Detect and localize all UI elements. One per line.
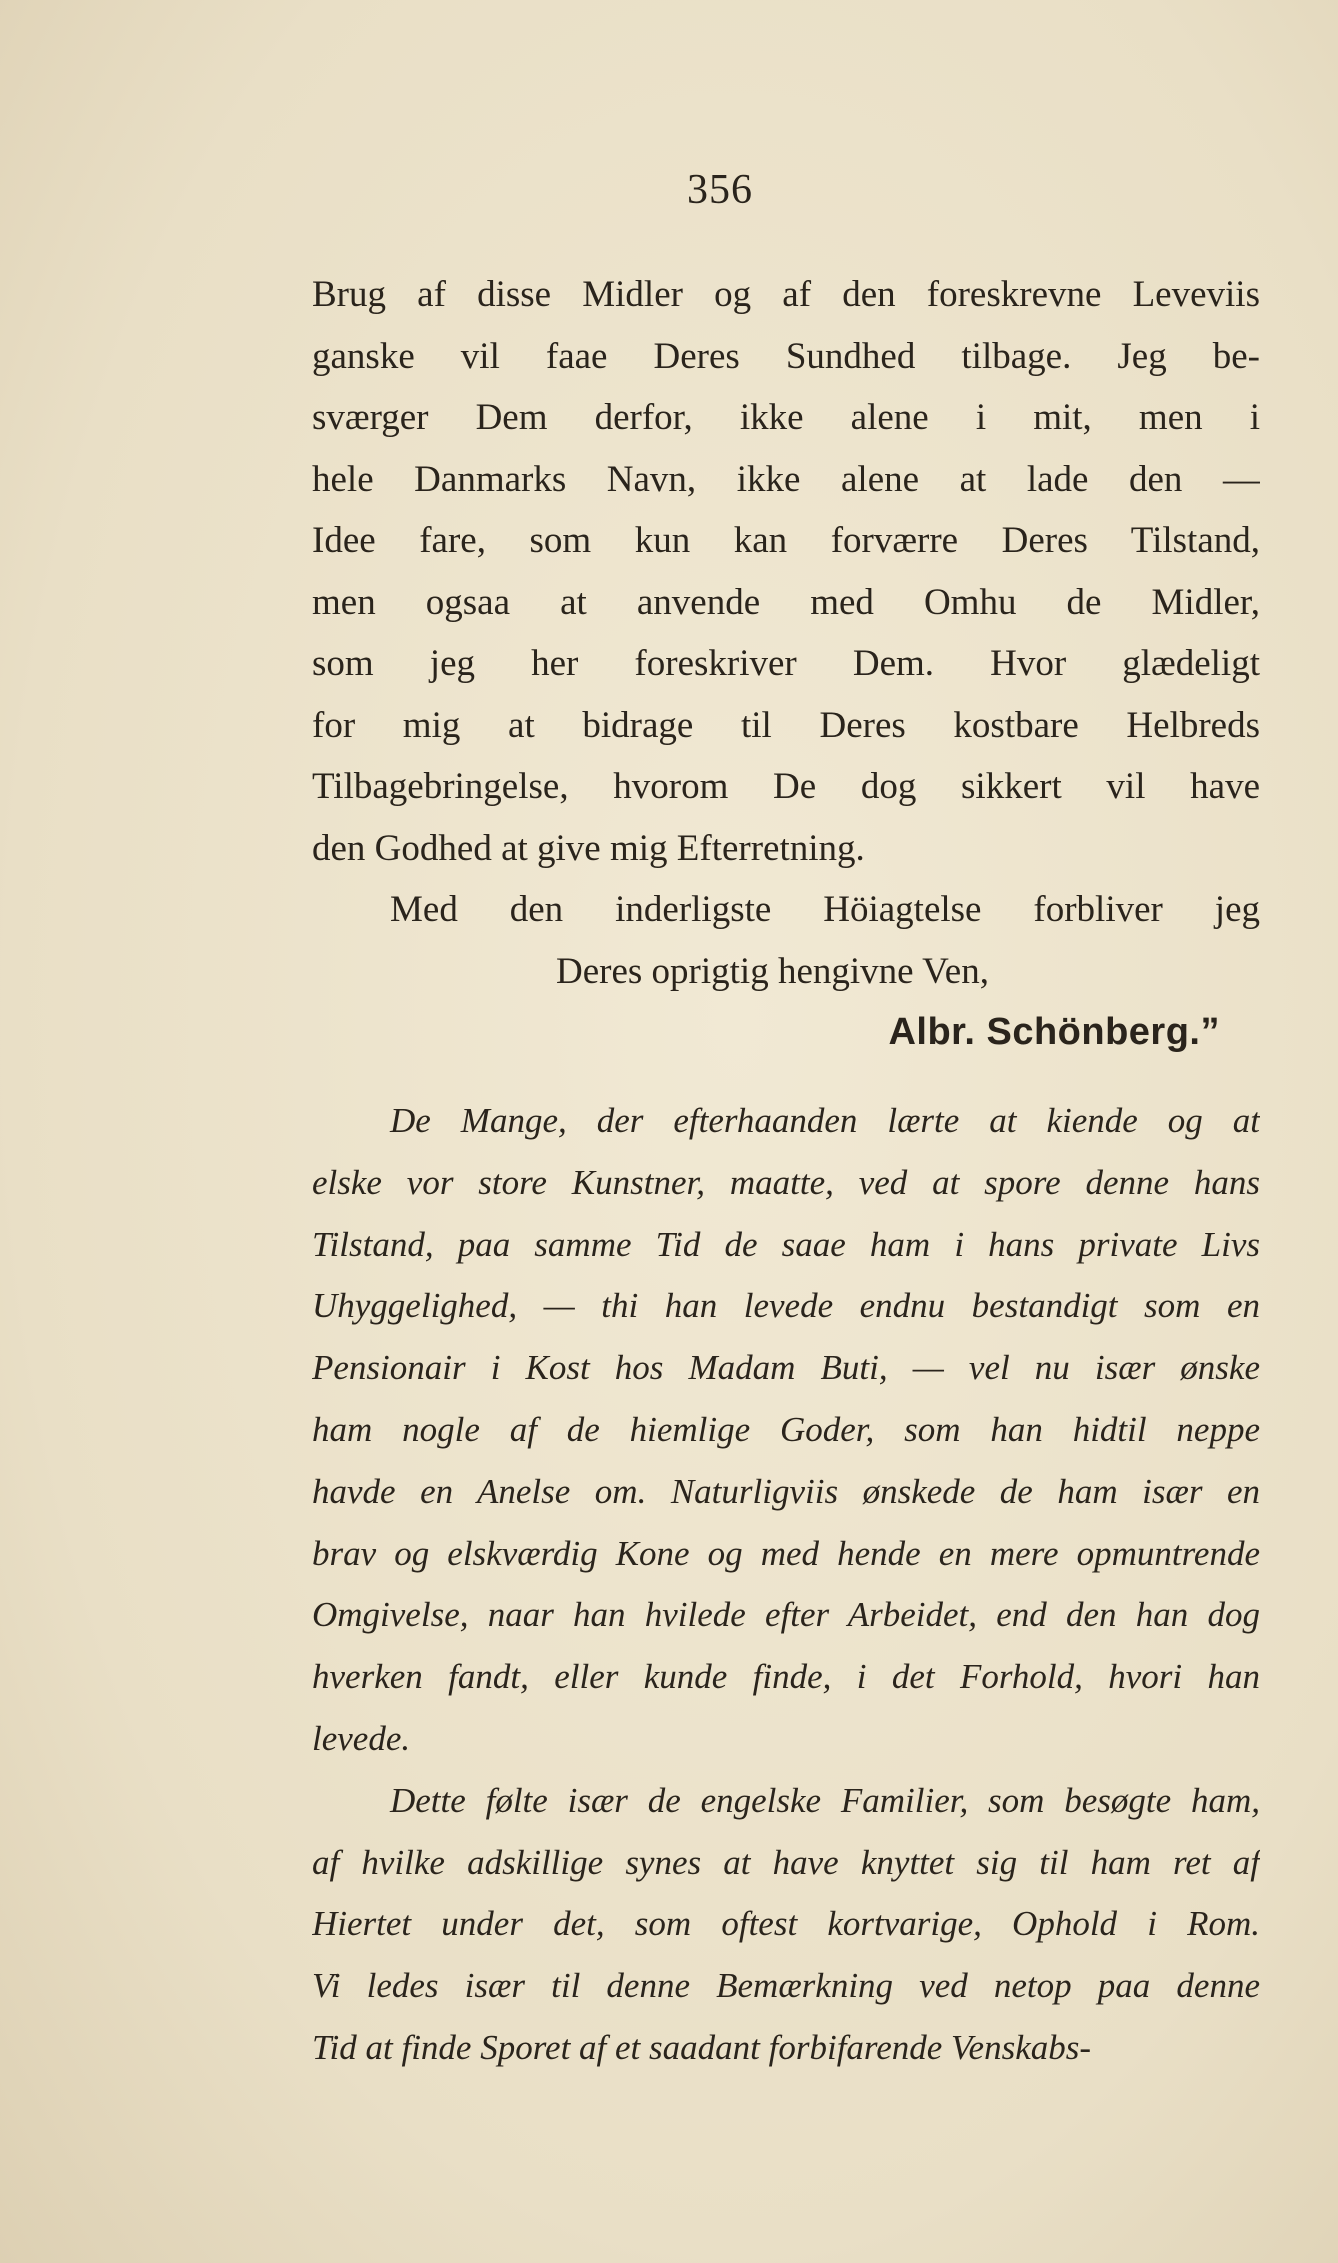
letter-line: som jeg her foreskriver Dem. Hvor glædeligt [312,643,1260,684]
body-line: Tilstand, paa samme Tid de saae ham i hans private Livs [312,1224,1260,1264]
letter-line: men ogsaa at anvende med Omhu de Midler, [312,581,1260,623]
body-line: Omgivelse, naar han hvilede efter Arbeidet, end den han dog [312,1595,1260,1635]
body-line: Uhyggelighed, — thi han levede endnu bestandigt som en [312,1286,1260,1326]
body-line: Tid at finde Sporet af et saadant forbifarende Venskabs- [312,2027,1092,2067]
letter-signature: Albr. Schönberg.” [888,1011,1220,1053]
body-line: Dette følte især de engelske Familier, som besøgte ham, [390,1780,1260,1820]
letter-valediction: Deres oprigtig hengivne Ven, [556,950,989,992]
letter-line: Tilbagebringelse, hvorom De dog sikkert vil have [312,766,1260,807]
letter-closing-line: Med den inderligste Höiagtelse forbliver jeg [390,889,1260,930]
body-line: Hiertet under det, som oftest kortvarige, Ophold i Rom. [312,1904,1260,1944]
body-line: af hvilke adskillige synes at have knyttet sig til ham ret af [312,1842,1260,1882]
letter-line: Brug af disse Midler og af den foreskrevne Leveviis [312,274,1260,315]
body-line: levede. [312,1718,411,1758]
body-line: De Mange, der efterhaanden lærte at kiende og at [390,1101,1260,1140]
letter-line: ganske vil faae Deres Sundhed tilbage. Jeg be- [312,335,1260,377]
letter-line: den Godhed at give mig Efterretning. [312,827,865,869]
body-line: elske vor store Kunstner, maatte, ved at spore denne hans [312,1162,1260,1202]
letter-text [312,264,1260,1064]
body-line: hverken fandt, eller kunde finde, i det Forhold, hvori han [312,1657,1260,1697]
page-number: 356 [687,167,753,213]
letter-line: for mig at bidrage til Deres kostbare Helbreds [312,704,1260,746]
body-line: Pensionair i Kost hos Madam Buti, — vel nu især ønske [312,1348,1260,1388]
letter-line: hele Danmarks Navn, ikke alene at lade den — [312,458,1260,500]
body-line: brav og elskværdig Kone og med hende en mere opmuntrende [312,1533,1260,1573]
letter-line: Idee fare, som kun kan forværre Deres Tilstand, [312,520,1260,561]
body-line: havde en Anelse om. Naturligviis ønskede de ham især en [312,1471,1260,1511]
body-line: ham nogle af de hiemlige Goder, som han hidtil neppe [312,1409,1260,1449]
body-text [312,1090,1260,2079]
letter-line: sværger Dem derfor, ikke alene i mit, men i [312,397,1260,438]
body-line: Vi ledes især til denne Bemærkning ved netop paa denne [312,1966,1260,2006]
